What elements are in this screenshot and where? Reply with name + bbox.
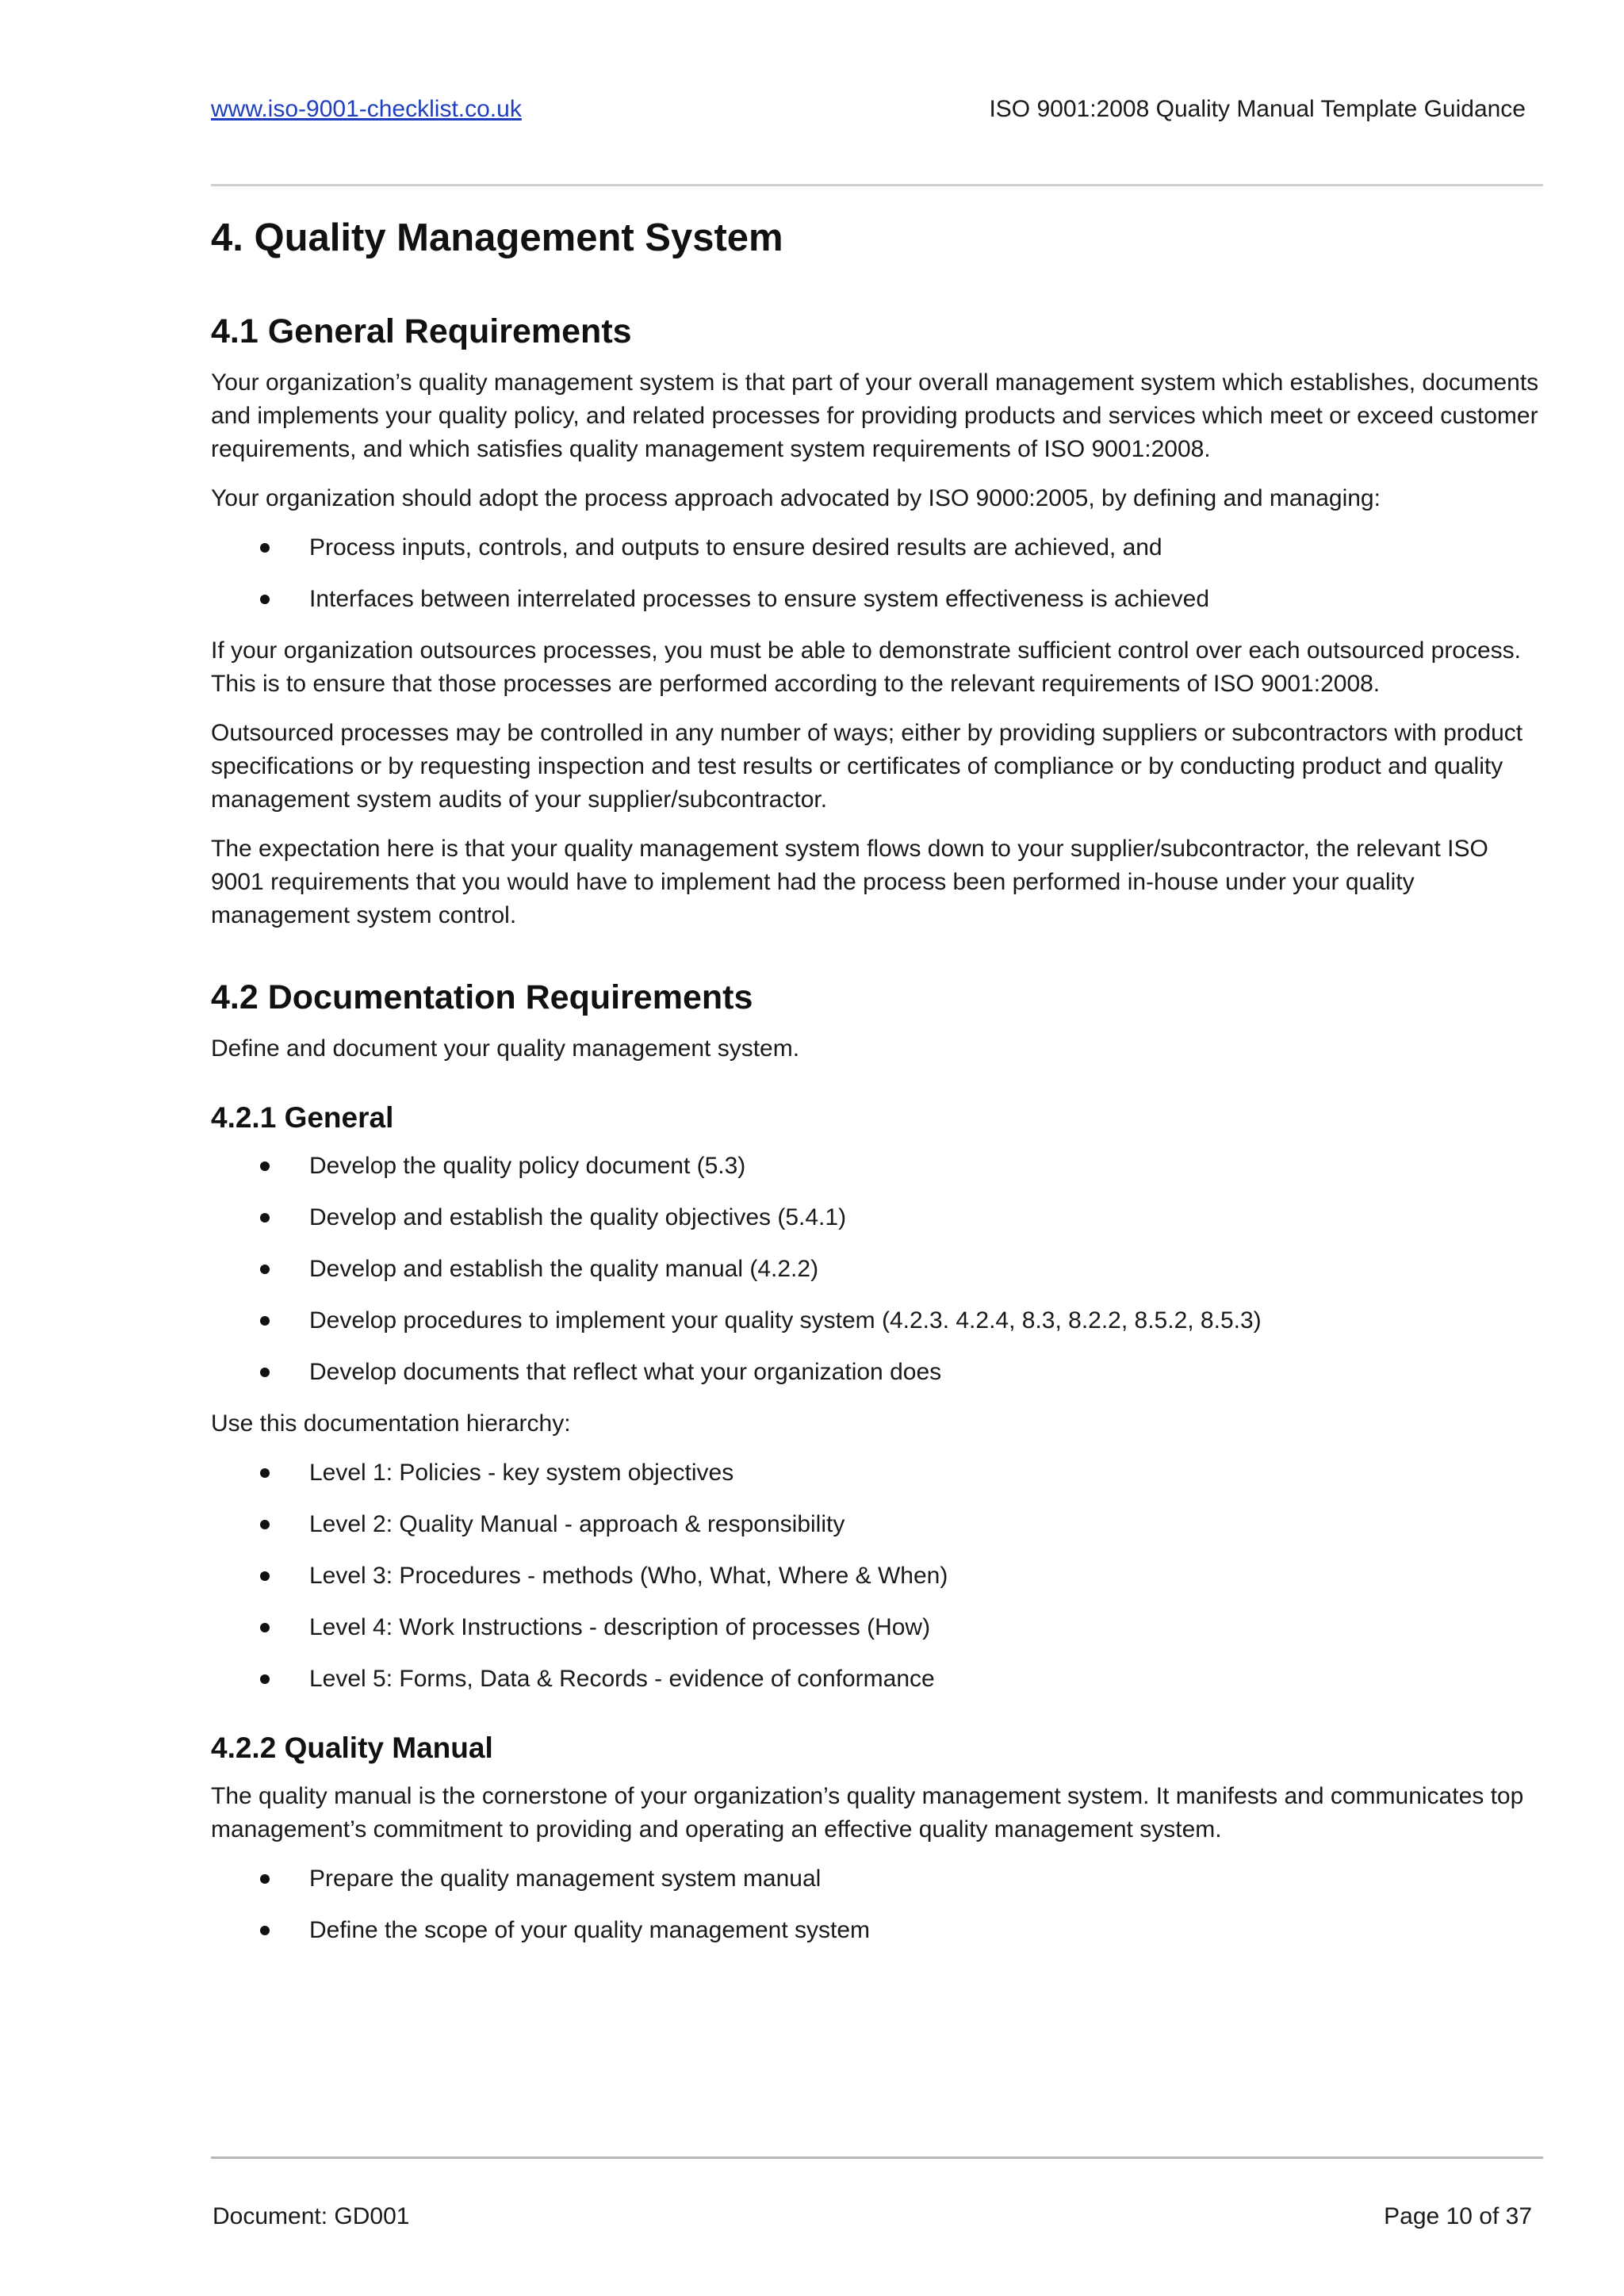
bullet-list [211, 1862, 1543, 1947]
list-item: Level 2: Quality Manual - approach & responsibility [211, 1508, 1543, 1541]
document-id: Document: GD001 [213, 2203, 410, 2229]
paragraph: The expectation here is that your quality management system flows down to your supplier/subcontractor, the relevant ISO 9001 requirements that you would have to implement had the process been performed in-house under your quality management system control. [211, 836, 1488, 928]
heading-4-1: 4.1 General Requirements [211, 312, 632, 350]
list-item: Interfaces between interrelated processes to ensure system effectiveness is achieved [211, 583, 1543, 616]
list-item: Develop procedures to implement your quality system (4.2.3. 4.2.4, 8.3, 8.2.2, 8.5.2, 8.5.3) [211, 1304, 1543, 1337]
heading-4-2-1: 4.2.1 General [211, 1101, 394, 1134]
heading-4-2-2: 4.2.2 Quality Manual [211, 1732, 493, 1764]
list-item: Level 1: Policies - key system objectives [211, 1456, 1543, 1490]
bullet-list [211, 1150, 1543, 1389]
list-item: Develop the quality policy document (5.3) [211, 1150, 1543, 1183]
paragraph: If your organization outsources processes, you must be able to demonstrate sufficient control over each outsourced process. This is to ensure that those processes are performed according to the relevant requirements of ISO 9001:2008. [211, 637, 1522, 697]
list-item: Define the scope of your quality management system [211, 1914, 1543, 1947]
list-item: Level 5: Forms, Data & Records - evidence of conformance [211, 1663, 1543, 1696]
list-item: Develop and establish the quality manual (4.2.2) [211, 1253, 1543, 1286]
heading-4-2: 4.2 Documentation Requirements [211, 978, 753, 1016]
header-divider [211, 184, 1543, 186]
list-item: Level 4: Work Instructions - description of processes (How) [211, 1611, 1543, 1644]
paragraph: Outsourced processes may be controlled in any number of ways; either by providing suppliers or subcontractors with product specifications or by requesting inspection and test results or certificates of compliance or by conducting product and quality management system audits of your supplier/subcontractor. [211, 720, 1523, 813]
paragraph: Define and document your quality management system. [211, 1035, 800, 1062]
list-item: Process inputs, controls, and outputs to ensure desired results are achieved, and [211, 531, 1543, 564]
section-title: 4. Quality Management System [211, 216, 783, 259]
list-item: Develop and establish the quality objectives (5.4.1) [211, 1201, 1543, 1234]
list-item: Prepare the quality management system manual [211, 1862, 1543, 1896]
bullet-list [211, 531, 1543, 616]
list-item: Develop documents that reflect what your organization does [211, 1356, 1543, 1389]
website-link[interactable]: www.iso-9001-checklist.co.uk [211, 96, 522, 122]
paragraph: Your organization’s quality management system is that part of your overall management system which establishes, documents and implements your quality policy, and related processes for providing products and services which meet or exceed customer requirements, and which satisfies quality management system requirements of ISO 9001:2008. [211, 369, 1539, 462]
paragraph: Your organization should adopt the process approach advocated by ISO 9000:2005, by defining and managing: [211, 485, 1381, 511]
document-title: ISO 9001:2008 Quality Manual Template Guidance [989, 96, 1526, 122]
page-number: Page 10 of 37 [1384, 2203, 1532, 2229]
footer-divider [211, 2156, 1543, 2159]
page-body [211, 208, 1543, 1965]
paragraph: The quality manual is the cornerstone of your organization’s quality management system. It manifests and communicates top management’s commitment to providing and operating an effective quality management system. [211, 1783, 1524, 1843]
list-item: Level 3: Procedures - methods (Who, What, Where & When) [211, 1559, 1543, 1593]
hierarchy-list [211, 1456, 1543, 1696]
paragraph: Use this documentation hierarchy: [211, 1410, 571, 1437]
